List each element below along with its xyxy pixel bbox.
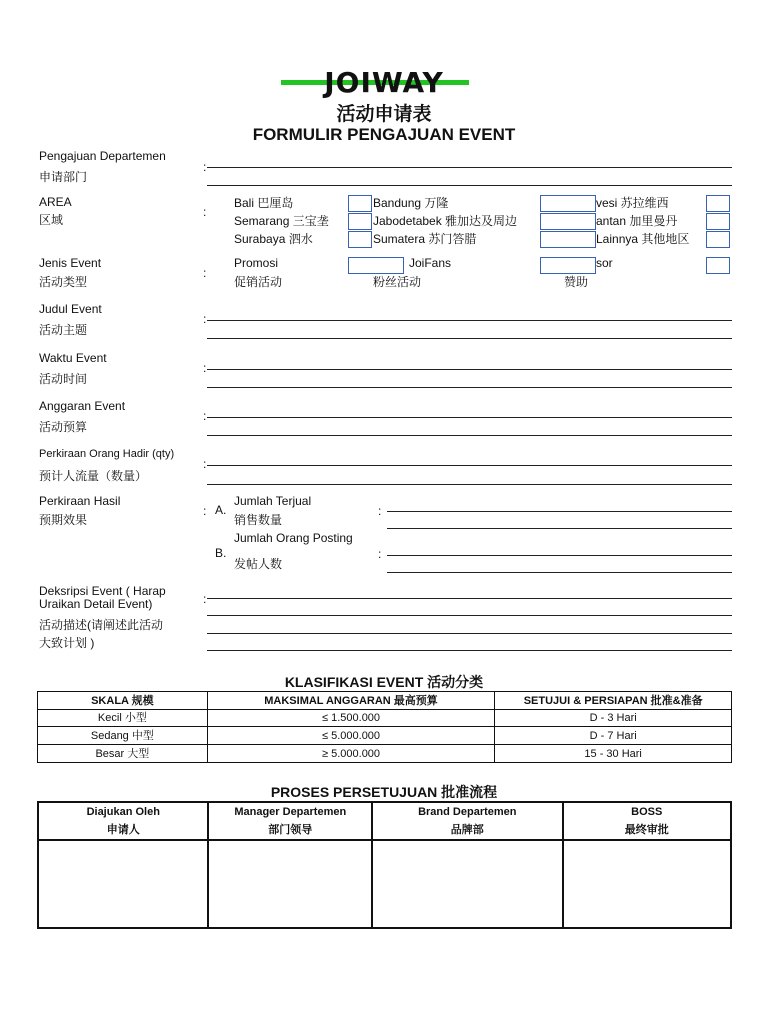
anggaran-field-line-2[interactable] — [207, 435, 732, 436]
jenis-option-promosi-cn: 促销活动 — [234, 275, 283, 289]
page-title-cn: 活动申请表 — [336, 103, 432, 125]
jenis-option-promosi: Promosi — [234, 256, 279, 270]
klasifikasi-header-skala: SKALA 规模 — [38, 692, 208, 710]
area-option-sulawesi: vesi 苏拉维西 — [596, 196, 669, 210]
departemen-field-line-2[interactable] — [207, 185, 732, 186]
hasil-b-field-line-1[interactable] — [387, 555, 732, 556]
hasil-a-marker: A. — [215, 503, 227, 517]
judul-label-cn: 活动主题 — [39, 323, 88, 337]
signature-box-brand[interactable] — [372, 840, 562, 928]
table-row — [38, 727, 732, 745]
area-checkbox-kalimantan[interactable] — [706, 213, 730, 230]
hasil-b-label-cn: 发帖人数 — [234, 557, 283, 571]
colon: : — [203, 361, 207, 375]
table-cell: ≥ 5.000.000 — [207, 745, 495, 763]
jenis-checkbox-joifans[interactable] — [540, 257, 596, 274]
approval-header-label-cn: 最终审批 — [624, 824, 669, 836]
colon: : — [203, 160, 207, 174]
hasil-a-label: Jumlah Terjual — [234, 494, 312, 508]
table-cell: ≤ 1.500.000 — [207, 710, 495, 727]
colon: : — [203, 409, 207, 423]
area-option-semarang: Semarang 三宝垄 — [234, 214, 329, 228]
area-option-bali: Bali 巴厘岛 — [234, 196, 294, 210]
approval-header-manager — [208, 802, 372, 840]
deskripsi-field-line-3[interactable] — [207, 633, 732, 634]
area-checkbox-sulawesi[interactable] — [706, 195, 730, 212]
colon: : — [203, 592, 207, 606]
area-option-surabaya: Surabaya 泗水 — [234, 232, 313, 246]
waktu-field-line-2[interactable] — [207, 387, 732, 388]
jenis-option-joifans: JoiFans — [409, 256, 452, 270]
judul-label: Judul Event — [39, 302, 102, 316]
colon: : — [378, 547, 382, 561]
table-row — [38, 745, 732, 763]
area-option-jabodetabek: Jabodetabek 雅加达及周边 — [373, 214, 518, 228]
departemen-label: Pengajuan Departemen — [39, 149, 166, 163]
table-row — [38, 710, 732, 727]
area-checkbox-bandung[interactable] — [540, 195, 596, 212]
table-cell: 15 - 30 Hari — [495, 745, 732, 763]
deskripsi-label-cn-line1: 活动描述(请阐述此活动 — [39, 618, 163, 632]
hasil-a-field-line-2[interactable] — [387, 528, 732, 529]
perkiraan-orang-field-line-1[interactable] — [207, 465, 732, 466]
approval-header-label-cn: 申请人 — [106, 824, 140, 836]
perkiraan-orang-field-line-2[interactable] — [207, 484, 732, 485]
deskripsi-field-line-2[interactable] — [207, 615, 732, 616]
judul-field-line-1[interactable] — [207, 320, 732, 321]
approval-table — [37, 801, 732, 929]
deskripsi-label-line1: Deksripsi Event ( Harap — [39, 584, 166, 598]
joiway-logo: JOIWAY — [324, 66, 444, 99]
colon: : — [378, 504, 382, 518]
hasil-b-marker: B. — [215, 546, 227, 560]
deskripsi-field-line-4[interactable] — [207, 650, 732, 651]
klasifikasi-header-anggaran: MAKSIMAL ANGGARAN 最高预算 — [207, 692, 495, 710]
hasil-b-label: Jumlah Orang Posting — [234, 531, 353, 545]
approval-header-brand — [372, 802, 562, 840]
waktu-field-line-1[interactable] — [207, 369, 732, 370]
area-option-sumatera: Sumatera 苏门答腊 — [373, 232, 477, 246]
proses-title: PROSES PERSETUJUAN 批准流程 — [270, 784, 498, 800]
area-checkbox-sumatera[interactable] — [540, 231, 596, 248]
colon: : — [203, 312, 207, 326]
approval-header-boss — [563, 802, 731, 840]
klasifikasi-header-persiapan: SETUJUI & PERSIAPAN 批准&准备 — [495, 692, 732, 710]
perkiraan-orang-label-cn: 预计人流量（数量） — [39, 469, 148, 483]
jenis-option-joifans-cn: 粉丝活动 — [373, 275, 422, 289]
hasil-a-field-line-1[interactable] — [387, 511, 732, 512]
approval-header-label-cn: 品牌部 — [450, 824, 484, 836]
approval-header-label-cn: 部门领导 — [268, 824, 313, 836]
colon: : — [203, 266, 207, 280]
table-cell: Besar 大型 — [38, 745, 208, 763]
table-cell: ≤ 5.000.000 — [207, 727, 495, 745]
table-cell: Sedang 中型 — [38, 727, 208, 745]
jenis-option-sponsor: sor — [596, 256, 613, 270]
approval-header-label: Brand Departemen — [418, 806, 517, 818]
area-option-lainnya: Lainnya 其他地区 — [596, 232, 690, 246]
area-checkbox-bali[interactable] — [348, 195, 372, 212]
departemen-field-line-1[interactable] — [207, 167, 732, 168]
area-checkbox-surabaya[interactable] — [348, 231, 372, 248]
approval-header-diajukan — [38, 802, 208, 840]
area-checkbox-jabodetabek[interactable] — [540, 213, 596, 230]
area-checkbox-semarang[interactable] — [348, 213, 372, 230]
perkiraan-hasil-label: Perkiraan Hasil — [39, 494, 121, 508]
deskripsi-field-line-1[interactable] — [207, 598, 732, 599]
colon: : — [203, 504, 207, 518]
area-label: AREA — [39, 195, 72, 209]
hasil-a-label-cn: 销售数量 — [234, 513, 283, 527]
colon: : — [203, 457, 207, 471]
judul-field-line-2[interactable] — [207, 338, 732, 339]
table-cell: D - 3 Hari — [495, 710, 732, 727]
signature-box-manager[interactable] — [208, 840, 372, 928]
departemen-label-cn: 申请部门 — [39, 170, 88, 184]
anggaran-field-line-1[interactable] — [207, 417, 732, 418]
area-label-cn: 区域 — [39, 213, 64, 227]
area-checkbox-lainnya[interactable] — [706, 231, 730, 248]
deskripsi-label-cn-line2: 大致计划 ) — [39, 636, 95, 650]
hasil-b-field-line-2[interactable] — [387, 572, 732, 573]
jenis-option-sponsor-cn: 赞助 — [564, 275, 589, 289]
anggaran-label-cn: 活动预算 — [39, 420, 88, 434]
waktu-label-cn: 活动时间 — [39, 372, 88, 386]
waktu-label: Waktu Event — [39, 351, 107, 365]
approval-header-label: Manager Departemen — [234, 806, 347, 818]
table-cell: D - 7 Hari — [495, 727, 732, 745]
signature-box-boss[interactable] — [563, 840, 731, 928]
page-title: FORMULIR PENGAJUAN EVENT — [252, 125, 516, 144]
perkiraan-hasil-label-cn: 预期效果 — [39, 513, 88, 527]
deskripsi-label-line2: Uraikan Detail Event) — [39, 597, 153, 611]
jenis-label-cn: 活动类型 — [39, 275, 88, 289]
klasifikasi-title: KLASIFIKASI EVENT 活动分类 — [284, 674, 484, 690]
signature-box-diajukan[interactable] — [38, 840, 208, 928]
jenis-checkbox-promosi[interactable] — [348, 257, 404, 274]
approval-header-label: Diajukan Oleh — [86, 806, 160, 818]
jenis-checkbox-sponsor[interactable] — [706, 257, 730, 274]
area-option-bandung: Bandung 万隆 — [373, 196, 449, 210]
table-cell: Kecil 小型 — [38, 710, 208, 727]
anggaran-label: Anggaran Event — [39, 399, 126, 413]
area-option-kalimantan: antan 加里曼丹 — [596, 214, 678, 228]
approval-header-label: BOSS — [631, 806, 663, 818]
colon: : — [203, 205, 207, 219]
jenis-label: Jenis Event — [39, 256, 102, 270]
perkiraan-orang-label: Perkiraan Orang Hadir (qty) — [39, 448, 175, 460]
klasifikasi-table — [37, 691, 732, 763]
